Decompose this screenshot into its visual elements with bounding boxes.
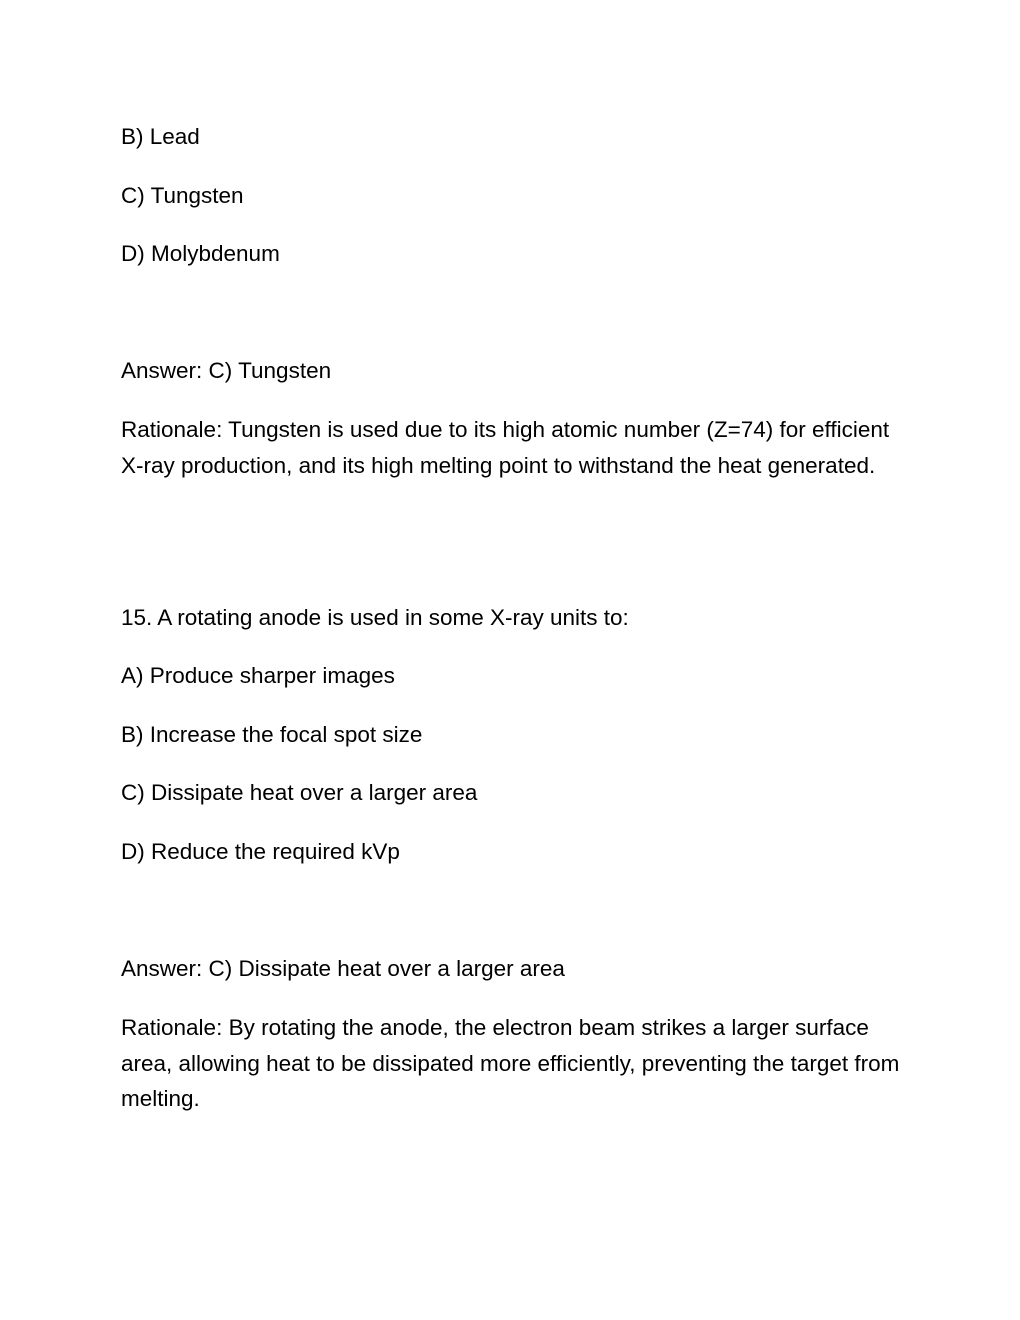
question-15-stem: 15. A rotating anode is used in some X-ray units to:: [121, 605, 629, 630]
rationale-paragraph: Rationale: Tungsten is used due to its high atomic number (Z=74) for efficient X-ray production, and its high melting point to withstand the heat generated.: [121, 417, 890, 478]
rationale-15-paragraph: Rationale: By rotating the anode, the electron beam strikes a larger surface area, allowing heat to be dissipated more efficiently, preventing the target from melting.: [121, 1015, 900, 1111]
option-d-molybdenum: D) Molybdenum: [121, 241, 280, 266]
answer-15-line: Answer: C) Dissipate heat over a larger area: [121, 956, 565, 981]
option-d: D) Reduce the required kVp: [121, 839, 400, 864]
answer-line: Answer: C) Tungsten: [121, 358, 332, 383]
option-b-lead: B) Lead: [121, 124, 200, 149]
option-a: A) Produce sharper images: [121, 663, 395, 688]
option-b: B) Increase the focal spot size: [121, 722, 423, 747]
option-c-tungsten: C) Tungsten: [121, 183, 244, 208]
option-c: C) Dissipate heat over a larger area: [121, 780, 478, 805]
